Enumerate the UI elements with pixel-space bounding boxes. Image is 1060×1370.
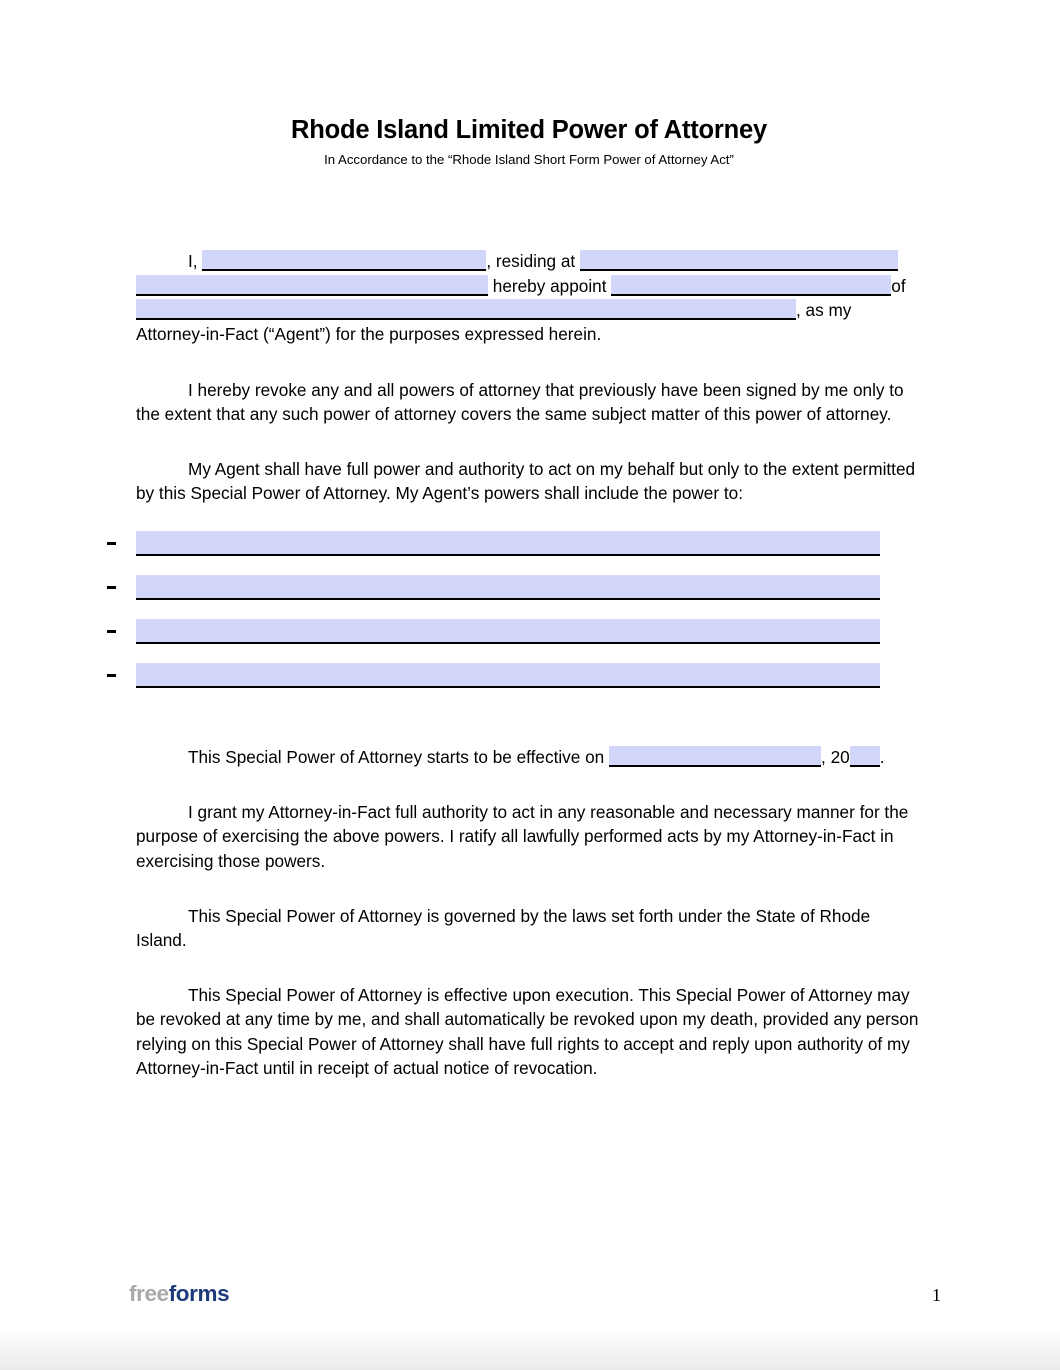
effective-date-lead-text: This Special Power of Attorney starts to be effective on: [188, 747, 605, 768]
dash-bullet-icon: [107, 630, 116, 633]
list-item: [136, 619, 922, 663]
intro-closing-text: Attorney-in-Fact (“Agent”) for the purposes expressed herein.: [136, 324, 602, 344]
power-line-field-4[interactable]: [136, 663, 880, 688]
principal-address-line2-field[interactable]: [136, 275, 488, 296]
page-bottom-shade: [0, 1328, 1060, 1370]
powers-intro-paragraph: [136, 457, 922, 505]
powers-list: [136, 531, 922, 707]
governing-law-paragraph: [136, 904, 922, 952]
power-line-field-1[interactable]: [136, 531, 880, 556]
revocation-paragraph: [136, 378, 922, 426]
principal-name-field[interactable]: [202, 250, 486, 271]
list-item: [136, 575, 922, 619]
list-item: [136, 663, 922, 707]
intro-paragraph: [136, 249, 922, 346]
agent-address-field[interactable]: [136, 299, 796, 320]
dash-bullet-icon: [107, 674, 116, 677]
brand-free-text: free: [129, 1281, 169, 1306]
year-prefix-label: 20: [830, 747, 850, 768]
effective-year-field[interactable]: [850, 746, 880, 767]
execution-paragraph: [136, 983, 922, 1080]
i-label: I,: [188, 251, 198, 272]
effective-date-field[interactable]: [609, 746, 821, 767]
as-my-label: , as my: [796, 299, 852, 320]
grant-authority-paragraph: [136, 800, 922, 873]
page-footer: [0, 1283, 1060, 1323]
document-content: [136, 0, 922, 1080]
powers-intro-text: My Agent shall have full power and authority to act on my behalf but only to the extent permitted by this Special Power of Attorney. My Agent’s powers shall include the power to:: [136, 458, 916, 503]
page-subtitle: In Accordance to the “Rhode Island Short Form Power of Attorney Act”: [324, 151, 734, 167]
effective-date-period: .: [879, 747, 885, 768]
dash-bullet-icon: [107, 542, 116, 545]
page-number: 1: [932, 1285, 941, 1305]
list-item: [136, 531, 922, 575]
effective-date-paragraph: [136, 745, 922, 769]
execution-text: This Special Power of Attorney is effective upon execution. This Special Power of Attorney may be revoked at any time by me, and shall automatically be revoked upon my death, provided any person relying on this Special Power of Attorney shall have full rights to accept and reply upon authority of my Attorney-in-Fact until in receipt of actual notice of revocation.: [136, 985, 919, 1078]
of-label: of: [891, 275, 906, 296]
revocation-text: I hereby revoke any and all powers of attorney that previously have been signed by me only to the extent that any such power of attorney covers the same subject matter of this power of attorney.: [136, 380, 904, 425]
governing-law-text: This Special Power of Attorney is governed by the laws set forth under the State of Rhode Island.: [136, 905, 871, 951]
principal-address-line1-field[interactable]: [580, 250, 898, 271]
grant-authority-text: I grant my Attorney-in-Fact full authority to act in any reasonable and necessary manner for the purpose of exercising the above powers. I ratify all lawfully performed acts by my Attorney-in-Fact in exercising those powers.: [136, 802, 909, 871]
dash-bullet-icon: [107, 586, 116, 589]
brand-forms-text: forms: [168, 1281, 230, 1306]
hereby-appoint-label: hereby appoint: [492, 275, 607, 296]
page-title: Rhode Island Limited Power of Attorney: [291, 116, 767, 144]
residing-at-label: , residing at: [486, 251, 576, 272]
power-line-field-3[interactable]: [136, 619, 880, 644]
agent-name-field[interactable]: [611, 275, 891, 296]
power-line-field-2[interactable]: [136, 575, 880, 600]
effective-date-comma: ,: [821, 747, 826, 768]
